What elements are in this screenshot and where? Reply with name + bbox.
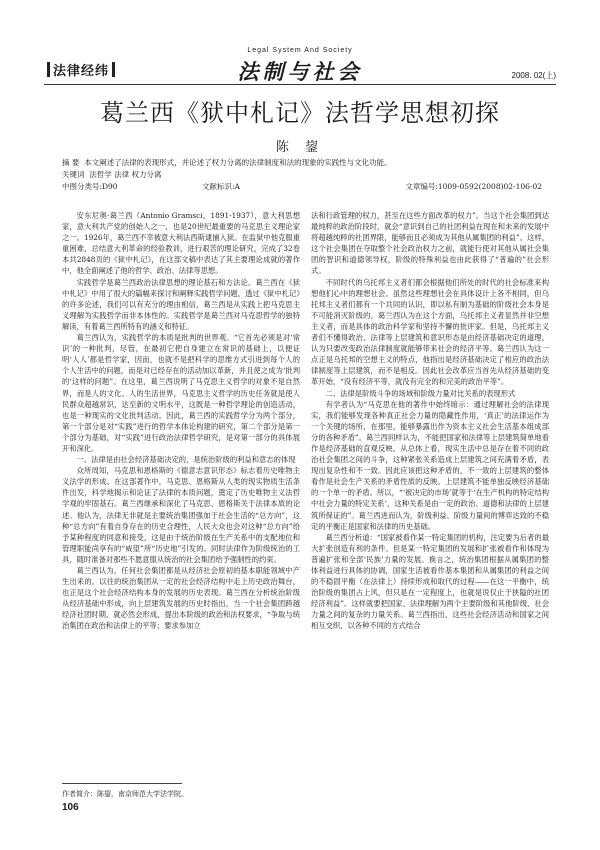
keywords	[62, 169, 162, 180]
paragraph: 法和行政管理的权力，甚至在这些方面改革的权力”。当这个社会集团到达最纯粹的政治阶段时，就会“意识到自己的社团利益在现在和未来的发展中将超越纯粹的社团界限，能够而且必须成为其他从属集团的利益”。这样，这个社会集团在夺取整个社会政治权力之前，就能行使对其他从属社会集团的智识和道德领导权，阶级的特殊利益也由此获得了“普遍的”社会形式。	[311, 211, 549, 276]
abstract-text: 本文阐述了法律的表现形式，并论述了权力分离的法律制度和法的现象的实践性与文化功能。	[84, 158, 392, 167]
header-rule	[44, 84, 556, 85]
left-column	[62, 210, 300, 632]
section-heading: 一、法律是由社会经济基础决定的，是统治阶级的利益和意志的体现	[76, 455, 296, 465]
article-title: 葛兰西《狱中札记》法哲学思想初探	[100, 99, 500, 127]
paragraph: 葛兰西认为，实践哲学的本质是批判的世界观。“它首先必须是对‘常识’的一种批判，尽管，在最初它把自身建立在常识的基础上，以便证明‘人人’都是哲学家，因而，也就不是把科学的思维方式引进到每个人的个人生活中的问题，而是对已经存在的活动加以革新，并且使之成为‘批判的’这样的问题”。在这里，葛兰西说明了马克思主义哲学的对象不是自然界，而是人的文化、人的生活世界，马克思主义哲学的历史任务就是使人民群众超越常识，达至新的文明水平，这既是一种哲学理论的创造活动，也是一种现实的文化批判活动。因此，葛兰西的实践哲学分为两个部分，第一个部分是对“实践”进行的哲学本体论构建的研究，第二个部分是第一个部分为基础，对“实践”进行政治法律哲学研究，是对第一部分的具体展开和深化。	[62, 333, 300, 453]
paragraph: 实践哲学是葛兰西政治法律思想的理论基石和方法论。葛兰西在《狱中札记》中用了很大的篇幅来探讨和阐释实践哲学问题，透过《狱中札记》的许多论述，我们可以有充分的理由相信，葛兰西是从实践上把马克思主义理解为实践哲学而非本体性的。实践哲学是葛兰西对马克思哲学的独特解读，有着葛兰西所特有的涵义和特征。	[62, 277, 300, 331]
keywords-label: 关键词	[62, 170, 85, 179]
footnote-rule	[62, 783, 182, 784]
abstract	[62, 157, 542, 168]
paragraph: 不同时代的乌托邦主义者们都会根据他们所处的时代的社会标准来构想他们心中的理想社会。虽然这些理想社会在具体设计上各不相同，但乌托邦主义者们都有一个共同的认识，即以私有制为基础的阶级社会本身是不可能消灭阶级的。葛兰西认为在这个方面，乌托邦主义者显然并非空想主义者，而是具体的政治科学家和坚持不懈的批评家。但是，乌托邦主义者们不懂得政治、法律等上层建筑和意识形态是由经济基础决定的道理，认为只要改变政治法律制度就能够带来社会的经济平等。葛兰西认为这一点正是乌托邦的空想主义的特点，他指出是经济基础决定了相应的政治法律制度等上层建筑，而不是相反。因此社会改革应当首先从经济基础的变革开始，“没有经济平等，就没有完全的和完美的政治平等”。	[311, 277, 549, 387]
paragraph: 葛兰西认为，任何社会集团都是从经济社会原初的基本职能领域中产生出来的。以往的统治集团从一定的社会经济结构中走上历史政治舞台，也正是这个社会经济结构本身的发展的历史表现。葛兰西在分析统治阶级从经济基础中形成，向上层建筑发展的历史时指出，当一个社会集团跨越经济社团时期，就必然会形成、提出本阶级的政治和法权要求，“争取与统治集团在政治和法律上的平等；要求参加立	[62, 566, 300, 631]
page-number: 106	[62, 802, 79, 813]
abstract-label: 摘 要	[62, 158, 80, 167]
keywords-text: 法哲学 法律 权力分离	[89, 170, 162, 179]
paragraph: 安东尼奥·葛兰西（Antonio Gramsci，1891-1937），意大利思想家，意大利共产党的创始人之一，也是20世纪最重要的马克思主义理论家之一。1926年，葛兰西不幸被意大利法西斯逮捕入狱。在监狱中他克服重重困难，总结意大利革命的经验教训，进行艰苦的理论研究，完成了32卷本共2848页的《狱中札记》，在这部文稿中表达了其主要理论成就的著作中，他全面阐述了他的哲学、政治、法律等思想。	[62, 211, 300, 276]
paragraph: 有学者认为“马克思在他的著作中始终暗示：通过理解社会的法律现实，我们能够发现各种真正社会力量的隐藏性作用，‘真正’的法律运作为一个关键的场所，在那里，能够暴露出作为资本主义社会生活基本组成部分的各种矛盾”。葛兰西同样认为，不能把国家和法律等上层建筑简单地看作是经济基础的直观反映。从总体上看，现实生活中总是存在着不同的政治社会集团之间的斗争，这种紧张关系造成上层建筑之间充满着矛盾，表现出复杂性和不一致。因此应该把这种矛盾的，不一致的上层建筑的整体看作是社会生产关系的矛盾性质的反映。上层建筑不能单独反映经济基础的一个单一的矛盾。所以，“‘被决定的市场’就等于‘在生产机构的特定结构中社会力量的特定关系’，这种关系是由一定的政治、道德和法律的上层建筑所保证的”。葛兰西进而认为，阶级利益、阶级力量间的博弈达致的不稳定的平衡正是国家和法律的历史基础。	[311, 399, 549, 531]
journal-chinese-name: 法制与社会	[237, 59, 363, 84]
document-code: 文献标识:A	[202, 182, 240, 191]
article-number: 文章编号:1009-0592(2008)02-106-02	[405, 182, 542, 191]
paragraph: 众所周知，马克思和恩格斯的《德意志意识形态》标志着历史唯物主义法学的形成。在这部著作中，马克思、恩格斯从人类的现实物质生活条件出发，科学地揭示和论证了法律的本质问题，奠定了历史唯物主义法哲学观的牢固基石。葛兰西继承和深化了马克思、恩格斯关于法律本质的论述。他认为，法律无非就是主要统治集团强加于社会生活的“总方向”，这种“总方向”有着自身存在的历史合理性，人民大众也会对这种“总方向”给予某种程度的同意和接受，这是由于统治阶级在生产关系中的支配地位和管理职能尚享有的“威望”所“历史地”引发的。同时法律作为阶级统治的工具，随时准备对那些不愿意服从统治的社会集团给予强制性的约束。	[62, 466, 300, 564]
section-heading: 二、法律是阶级斗争的场域和阶级力量对比关系的表现形式	[325, 388, 516, 398]
issue-number: 2008. 02(上)	[511, 71, 556, 80]
journal-english-name: Legal System And Society	[247, 47, 353, 54]
paragraph: 葛兰西分析道：“国家被看作某一特定集团的机构，注定要为后者的最大扩张创造有利的条件。但是某一特定集团的发展和扩张被看作和体现为普遍扩张和全部‘民族’力量的发展。换言之，统治集团根据从属集团的整体利益进行具体的协调，国家生活被看作基本集团和从属集团的利益之间的不稳固平衡（在法律上）持续形成和取代的过程——在这一平衡中，统治阶级的集团占上风，但只是在一定程度上，也就是说仅止于狭隘的社团经济利益”。这样就要把国家、法律理解为两个主要阶级和其他阶级、社会力量之间的复杂的力量关系。葛兰西指出，这些社会经济活动和国家之间相互交织，以各种不同的方式结合	[311, 532, 549, 631]
section-label-text: 法律经纬	[53, 64, 110, 79]
classification-row	[62, 181, 542, 192]
article-author: 陈 鋆	[275, 140, 325, 155]
clc-number: 中图分类号:D90	[62, 182, 118, 191]
author-footnote: 作者简介：陈鋆，南京师范大学法学院。	[62, 790, 188, 798]
right-column	[311, 210, 549, 632]
